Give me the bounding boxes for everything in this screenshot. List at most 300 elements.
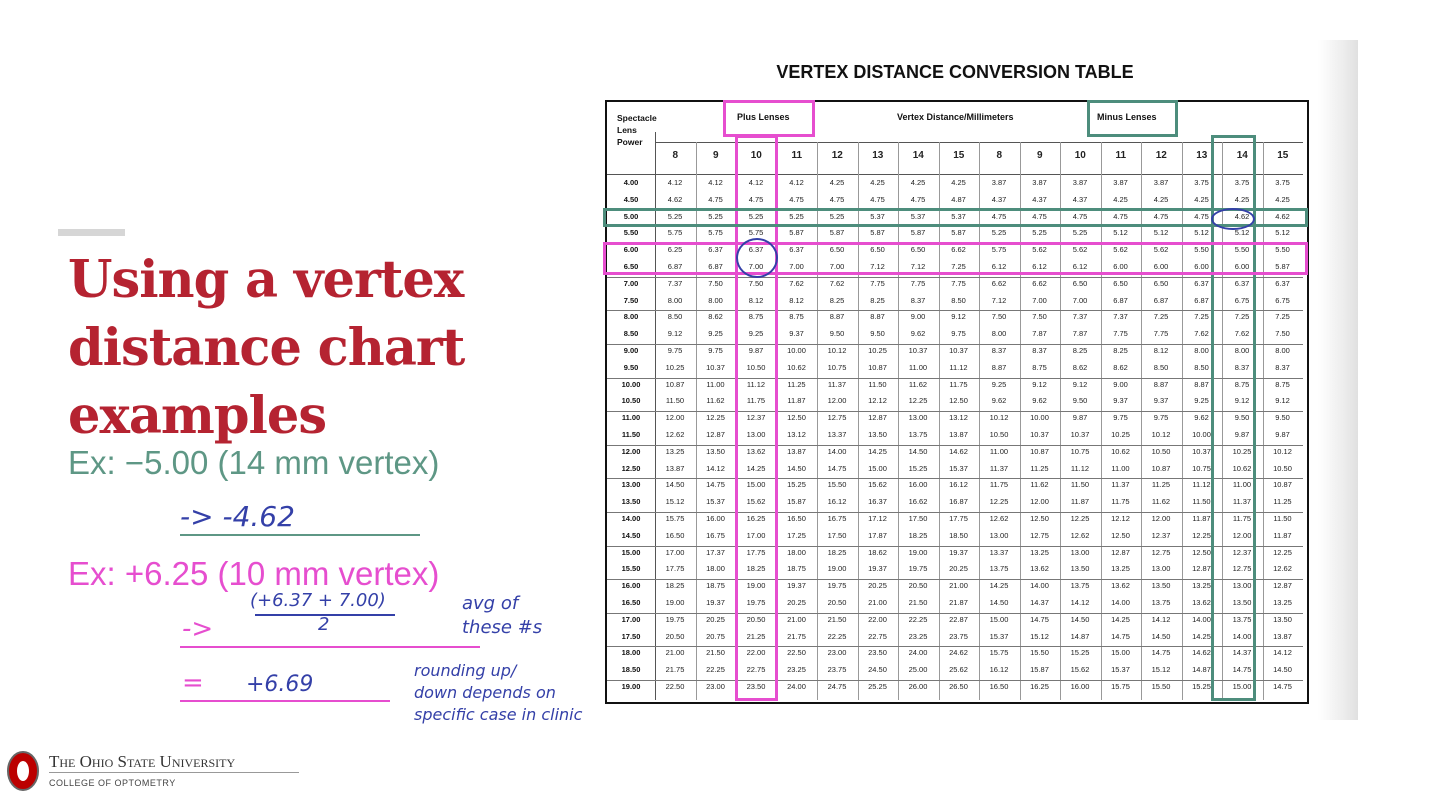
minus-value-cell: 14.87: [1070, 631, 1090, 641]
minus-value-cell: 11.25: [1151, 480, 1171, 490]
distance-header: 8: [996, 150, 1003, 161]
power-cell: 18.50: [621, 665, 641, 675]
plus-value-cell: 4.25: [910, 178, 926, 187]
minus-value-cell: 8.00: [1194, 346, 1209, 355]
minus-value-cell: 9.25: [991, 379, 1007, 389]
plus-value-cell: 19.75: [827, 581, 847, 591]
minus-value-cell: 7.62: [1194, 329, 1209, 339]
minus-value-cell: 16.00: [1070, 682, 1090, 691]
minus-value-cell: 7.25: [1275, 312, 1290, 322]
minus-value-cell: 6.00: [1113, 262, 1128, 271]
minus-value-cell: 8.25: [1072, 346, 1088, 355]
minus-value-cell: 6.62: [991, 278, 1007, 288]
power-cell: 12.00: [621, 446, 641, 456]
minus-value-cell: 4.75: [1072, 211, 1088, 221]
table-title: VERTEX DISTANCE CONVERSION TABLE: [776, 62, 1134, 82]
example-1-text: Ex: −5.00 (14 mm vertex): [68, 444, 440, 481]
minus-value-cell: 8.62: [1072, 362, 1088, 372]
minus-value-cell: 13.37: [989, 547, 1009, 557]
minus-value-cell: 7.37: [1072, 312, 1088, 322]
plus-value-cell: 5.25: [708, 211, 723, 221]
row-group-divider: [607, 478, 1303, 479]
minus-value-cell: 7.75: [1113, 329, 1128, 339]
plus-value-cell: 4.75: [708, 194, 723, 204]
block-o-icon: [5, 748, 41, 794]
plus-value-cell: 10.50: [746, 362, 766, 372]
minus-value-cell: 6.12: [1032, 262, 1047, 271]
minus-value-cell: 7.50: [1032, 312, 1047, 322]
minus-value-cell: 11.37: [1232, 497, 1252, 507]
plus-value-cell: 17.75: [665, 564, 685, 574]
minus-value-cell: 11.87: [1070, 497, 1090, 507]
plus-value-cell: 15.75: [665, 514, 685, 523]
plus-value-cell: 17.12: [868, 514, 887, 523]
minus-value-cell: 15.75: [989, 648, 1009, 658]
distance-header: 11: [791, 150, 803, 161]
minus-value-cell: 5.50: [1275, 245, 1290, 255]
minus-value-cell: 15.50: [1151, 682, 1171, 691]
minus-value-cell: 5.25: [1072, 228, 1088, 238]
plus-value-cell: 12.37: [746, 413, 766, 423]
plus-value-cell: 23.75: [949, 631, 968, 641]
power-cell: 15.50: [621, 564, 641, 574]
plus-value-cell: 16.75: [827, 514, 847, 523]
vertex-table: [605, 100, 1309, 704]
minus-value-cell: 6.62: [1032, 278, 1047, 288]
row-group-divider: [607, 411, 1303, 412]
example-2-fraction-top: (+6.37 + 7.00): [250, 590, 386, 611]
plus-value-cell: 14.25: [746, 463, 766, 473]
plus-value-cell: 6.50: [829, 245, 845, 255]
plus-value-cell: 20.25: [868, 581, 887, 591]
corner-label: [617, 112, 657, 148]
minus-value-cell: 13.75: [1232, 614, 1252, 624]
plus-value-cell: 12.00: [827, 396, 847, 406]
example-2-result: +6.69: [246, 672, 314, 697]
plus-value-cell: 16.50: [665, 530, 685, 540]
row-group-divider: [607, 310, 1303, 311]
minus-value-cell: 5.62: [1072, 245, 1088, 255]
plus-value-cell: 22.50: [787, 648, 806, 658]
power-cell: 15.00: [621, 547, 641, 557]
minus-value-cell: 14.25: [989, 581, 1009, 591]
plus-value-cell: 16.62: [908, 497, 928, 507]
note-average-line-2: these #s: [462, 617, 543, 638]
row-5-00-highlight: [603, 208, 1308, 227]
plus-value-cell: 13.87: [787, 446, 806, 456]
plus-value-cell: 17.87: [868, 530, 887, 540]
minus-value-cell: 15.12: [1151, 665, 1171, 675]
plus-value-cell: 13.62: [746, 446, 766, 456]
plus-value-cell: 17.50: [827, 530, 847, 540]
plus-value-cell: 5.75: [708, 228, 723, 238]
minus-value-cell: 14.50: [1273, 665, 1292, 675]
plus-value-cell: 15.37: [706, 497, 725, 507]
plus-value-cell: 23.75: [827, 665, 847, 675]
minus-value-cell: 4.75: [991, 211, 1007, 221]
plus-value-cell: 20.75: [706, 631, 725, 641]
power-cell: 5.50: [623, 228, 639, 238]
minus-value-cell: 6.37: [1194, 278, 1209, 288]
plus-value-cell: 9.87: [748, 346, 764, 355]
minus-value-cell: 10.25: [1111, 430, 1130, 439]
minus-value-cell: 7.25: [1194, 312, 1209, 322]
plus-value-cell: 8.50: [667, 312, 683, 322]
minus-value-cell: 5.75: [991, 245, 1007, 255]
minus-lenses-highlight: [1087, 100, 1178, 137]
minus-value-cell: 6.37: [1275, 278, 1290, 288]
minus-value-cell: 12.87: [1273, 581, 1292, 591]
minus-value-cell: 13.50: [1151, 581, 1171, 591]
minus-value-cell: 16.12: [989, 665, 1009, 675]
plus-value-cell: 23.50: [868, 648, 887, 658]
minus-value-cell: 14.25: [1111, 614, 1130, 624]
minus-value-cell: 14.87: [1192, 665, 1211, 675]
minus-value-cell: 8.25: [1113, 346, 1128, 355]
plus-value-cell: 6.37: [708, 245, 723, 255]
minus-value-cell: 10.00: [1030, 413, 1049, 423]
minus-value-cell: 14.75: [1151, 648, 1171, 658]
minus-value-cell: 8.00: [991, 329, 1007, 339]
plus-value-cell: 19.37: [706, 598, 725, 607]
plus-value-cell: 8.62: [708, 312, 723, 322]
plus-value-cell: 20.50: [908, 581, 928, 591]
plus-value-cell: 4.25: [951, 178, 966, 187]
minus-value-cell: 7.00: [1072, 295, 1088, 305]
plus-value-cell: 5.25: [748, 211, 764, 221]
plus-value-cell: 11.62: [706, 396, 725, 406]
logo-divider: [49, 772, 299, 773]
minus-value-cell: 5.25: [1032, 228, 1047, 238]
minus-value-cell: 15.00: [1232, 682, 1252, 691]
distance-header: 15: [953, 150, 965, 161]
header-bottom-divider: [607, 174, 1303, 175]
plus-value-cell: 12.50: [949, 396, 968, 406]
plus-value-cell: 22.75: [868, 631, 887, 641]
minus-value-cell: 12.50: [1192, 547, 1211, 557]
plus-value-cell: 23.25: [908, 631, 928, 641]
minus-value-cell: 7.50: [1275, 329, 1290, 339]
minus-value-cell: 13.87: [1273, 631, 1292, 641]
minus-value-cell: 3.87: [1032, 178, 1047, 187]
minus-value-cell: 9.62: [991, 396, 1007, 406]
plus-value-cell: 16.12: [949, 480, 968, 490]
distance-header: 13: [1196, 150, 1208, 161]
minus-value-cell: 11.62: [1151, 497, 1171, 507]
minus-value-cell: 9.12: [1072, 379, 1088, 389]
minus-value-cell: 14.75: [1232, 665, 1252, 675]
minus-value-cell: 10.50: [989, 430, 1009, 439]
minus-value-cell: 10.37: [1030, 430, 1049, 439]
plus-value-cell: 15.37: [949, 463, 968, 473]
plus-value-cell: 7.37: [667, 278, 683, 288]
plus-lenses-label: Plus Lenses: [737, 112, 790, 122]
power-cell: 11.00: [621, 413, 641, 423]
plus-value-cell: 15.62: [746, 497, 766, 507]
plus-value-cell: 18.00: [706, 564, 725, 574]
minus-value-cell: 11.87: [1273, 530, 1292, 540]
minus-value-cell: 4.25: [1153, 194, 1169, 204]
plus-value-cell: 18.50: [949, 530, 968, 540]
minus-value-cell: 12.25: [1070, 514, 1090, 523]
minus-value-cell: 13.25: [1030, 547, 1049, 557]
minus-value-cell: 13.62: [1030, 564, 1049, 574]
minus-value-cell: 8.87: [1153, 379, 1169, 389]
plus-value-cell: 16.00: [908, 480, 928, 490]
minus-value-cell: 4.25: [1234, 194, 1250, 204]
plus-value-cell: 5.25: [789, 211, 804, 221]
plus-value-cell: 6.62: [951, 245, 966, 255]
minus-value-cell: 4.37: [991, 194, 1007, 204]
plus-value-cell: 9.12: [667, 329, 683, 339]
minus-value-cell: 10.50: [1151, 446, 1171, 456]
power-cell: 17.50: [621, 631, 641, 641]
plus-value-cell: 4.25: [829, 178, 845, 187]
plus-value-cell: 22.87: [949, 614, 968, 624]
minus-value-cell: 10.50: [1273, 463, 1292, 473]
minus-value-cell: 6.00: [1194, 262, 1209, 271]
plus-value-cell: 18.75: [706, 581, 725, 591]
plus-value-cell: 12.75: [827, 413, 847, 423]
plus-value-cell: 11.12: [949, 362, 968, 372]
minus-value-cell: 11.75: [1232, 514, 1252, 523]
plus-value-cell: 10.25: [665, 362, 685, 372]
plus-value-cell: 6.50: [870, 245, 885, 255]
plus-value-cell: 18.75: [787, 564, 806, 574]
minus-value-cell: 15.37: [989, 631, 1009, 641]
plus-value-cell: 7.50: [708, 278, 723, 288]
plus-value-cell: 10.25: [868, 346, 887, 355]
minus-value-cell: 9.87: [1072, 413, 1088, 423]
plus-value-cell: 14.12: [706, 463, 725, 473]
plus-value-cell: 22.25: [908, 614, 928, 624]
power-cell: 7.00: [623, 278, 639, 288]
plus-value-cell: 7.50: [748, 278, 764, 288]
minus-value-cell: 5.25: [991, 228, 1007, 238]
example-1-underline: [180, 534, 420, 536]
plus-value-cell: 22.00: [746, 648, 766, 658]
minus-value-cell: 4.75: [1032, 211, 1047, 221]
plus-value-cell: 26.00: [908, 682, 928, 691]
plus-value-cell: 15.87: [787, 497, 806, 507]
minus-value-cell: 6.37: [1234, 278, 1250, 288]
minus-value-cell: 12.50: [1111, 530, 1130, 540]
minus-value-cell: 11.50: [1273, 514, 1292, 523]
minus-value-cell: 4.25: [1113, 194, 1128, 204]
plus-value-cell: 13.00: [746, 430, 766, 439]
plus-value-cell: 10.75: [827, 362, 847, 372]
minus-value-cell: 6.87: [1194, 295, 1209, 305]
minus-value-cell: 6.50: [1113, 278, 1128, 288]
plus-value-cell: 11.75: [746, 396, 766, 406]
minus-value-cell: 14.00: [1192, 614, 1211, 624]
minus-value-cell: 15.87: [1030, 665, 1049, 675]
minus-value-cell: 4.75: [1153, 211, 1169, 221]
minus-value-cell: 8.75: [1032, 362, 1047, 372]
power-cell: 10.00: [621, 379, 641, 389]
minus-value-cell: 15.00: [1111, 648, 1130, 658]
minus-value-cell: 9.12: [1032, 379, 1047, 389]
plus-value-cell: 22.00: [868, 614, 887, 624]
plus-value-cell: 13.00: [908, 413, 928, 423]
plus-value-cell: 18.25: [908, 530, 928, 540]
minus-value-cell: 3.87: [1153, 178, 1169, 187]
slide-title-line-1: Using a vertex: [68, 250, 464, 310]
minus-value-cell: 4.75: [1113, 211, 1128, 221]
minus-value-cell: 11.00: [1232, 480, 1252, 490]
note-rounding-line-1: rounding up/: [414, 661, 517, 680]
minus-value-cell: 4.37: [1072, 194, 1088, 204]
row-group-divider: [607, 512, 1303, 513]
plus-value-cell: 20.25: [706, 614, 725, 624]
plus-value-cell: 11.50: [868, 379, 887, 389]
plus-value-cell: 10.37: [949, 346, 968, 355]
row-group-divider: [607, 613, 1303, 614]
plus-value-cell: 15.12: [665, 497, 685, 507]
plus-value-cell: 13.12: [787, 430, 806, 439]
plus-value-cell: 14.75: [706, 480, 725, 490]
power-cell: 16.00: [621, 581, 641, 591]
minus-value-cell: 15.25: [1192, 682, 1211, 691]
plus-value-cell: 5.75: [667, 228, 683, 238]
plus-value-cell: 13.25: [665, 446, 685, 456]
plus-value-cell: 10.87: [868, 362, 887, 372]
plus-value-cell: 8.87: [870, 312, 885, 322]
minus-value-cell: 12.75: [1030, 530, 1049, 540]
power-cell: 17.00: [621, 614, 641, 624]
plus-value-cell: 4.75: [870, 194, 885, 204]
values-6-37-7-00-circle: [736, 238, 778, 278]
power-cell: 9.50: [623, 362, 639, 372]
plus-value-cell: 9.37: [789, 329, 804, 339]
minus-value-cell: 13.25: [1273, 598, 1292, 607]
minus-value-cell: 11.75: [1111, 497, 1130, 507]
minus-value-cell: 14.12: [1151, 614, 1171, 624]
distance-header: 13: [872, 150, 884, 161]
minus-value-cell: 8.75: [1275, 379, 1290, 389]
minus-value-cell: 8.12: [1153, 346, 1169, 355]
plus-value-cell: 15.00: [746, 480, 766, 490]
power-cell: 8.50: [623, 329, 639, 339]
minus-value-cell: 13.62: [1192, 598, 1211, 607]
college-name: COLLEGE OF OPTOMETRY: [49, 778, 176, 788]
minus-value-cell: 9.00: [1113, 379, 1128, 389]
plus-value-cell: 5.87: [829, 228, 845, 238]
plus-value-cell: 19.00: [908, 547, 928, 557]
minus-value-cell: 5.12: [1153, 228, 1169, 238]
power-cell: 10.50: [621, 396, 641, 406]
plus-value-cell: 19.37: [787, 581, 806, 591]
plus-value-cell: 4.62: [667, 194, 683, 204]
minus-value-cell: 8.75: [1234, 379, 1250, 389]
power-cell: 13.50: [621, 497, 641, 507]
plus-value-cell: 7.00: [829, 262, 845, 271]
minus-value-cell: 12.25: [1192, 530, 1211, 540]
plus-value-cell: 4.75: [910, 194, 926, 204]
plus-value-cell: 10.00: [787, 346, 806, 355]
plus-value-cell: 4.12: [708, 178, 723, 187]
minus-value-cell: 8.37: [1275, 362, 1290, 372]
plus-value-cell: 5.87: [951, 228, 966, 238]
minus-value-cell: 4.62: [1234, 211, 1250, 221]
plus-value-cell: 15.62: [868, 480, 887, 490]
plus-value-cell: 13.50: [868, 430, 887, 439]
minus-value-cell: 15.62: [1070, 665, 1090, 675]
minus-value-cell: 11.37: [989, 463, 1009, 473]
minus-value-cell: 14.37: [1232, 648, 1252, 658]
minus-value-cell: 14.25: [1192, 631, 1211, 641]
minus-value-cell: 10.37: [1192, 446, 1211, 456]
distance-header: 14: [1236, 150, 1248, 161]
distance-header: 15: [1277, 150, 1289, 161]
minus-value-cell: 8.00: [1234, 346, 1250, 355]
minus-value-cell: 13.75: [1070, 581, 1090, 591]
minus-value-cell: 8.37: [1234, 362, 1250, 372]
plus-value-cell: 17.00: [665, 547, 685, 557]
power-cell: 4.50: [623, 194, 639, 204]
plus-value-cell: 12.87: [868, 413, 887, 423]
minus-value-cell: 7.12: [991, 295, 1007, 305]
plus-value-cell: 5.37: [870, 211, 885, 221]
plus-value-cell: 11.25: [787, 379, 806, 389]
plus-value-cell: 7.12: [910, 262, 926, 271]
plus-value-cell: 21.50: [706, 648, 725, 658]
minus-value-cell: 7.37: [1113, 312, 1128, 322]
plus-value-cell: 6.50: [910, 245, 926, 255]
plus-value-cell: 26.50: [949, 682, 968, 691]
plus-value-cell: 11.62: [908, 379, 928, 389]
minus-value-cell: 13.75: [1151, 598, 1171, 607]
plus-value-cell: 4.75: [748, 194, 764, 204]
plus-value-cell: 12.50: [787, 413, 806, 423]
minus-value-cell: 14.00: [1111, 598, 1130, 607]
plus-value-cell: 21.75: [787, 631, 806, 641]
plus-value-cell: 24.00: [908, 648, 928, 658]
plus-value-cell: 23.00: [706, 682, 725, 691]
plus-value-cell: 21.00: [868, 598, 887, 607]
note-rounding-line-2: down depends on: [414, 683, 556, 702]
plus-value-cell: 7.62: [829, 278, 845, 288]
plus-value-cell: 21.00: [665, 648, 685, 658]
osu-logo-block: [5, 748, 305, 798]
minus-value-cell: 4.37: [1032, 194, 1047, 204]
vertex-distance-label: Vertex Distance/Millimeters: [897, 112, 1014, 122]
plus-value-cell: 9.50: [829, 329, 845, 339]
minus-value-cell: 9.50: [1072, 396, 1088, 406]
plus-value-cell: 8.00: [708, 295, 723, 305]
plus-value-cell: 14.50: [787, 463, 806, 473]
minus-value-cell: 14.00: [1232, 631, 1252, 641]
note-rounding-line-3: specific case in clinic: [414, 705, 583, 724]
row-group-divider: [607, 646, 1303, 647]
minus-value-cell: 8.87: [1194, 379, 1209, 389]
plus-value-cell: 12.62: [665, 430, 685, 439]
minus-value-cell: 9.62: [1194, 413, 1209, 423]
plus-value-cell: 6.87: [708, 262, 723, 271]
minus-value-cell: 9.87: [1234, 430, 1250, 439]
minus-value-cell: 10.62: [1232, 463, 1252, 473]
plus-value-cell: 19.00: [746, 581, 766, 591]
plus-value-cell: 11.00: [706, 379, 725, 389]
note-average: [462, 592, 542, 640]
minus-value-cell: 4.25: [1275, 194, 1290, 204]
note-average-line-1: avg of: [462, 593, 519, 614]
minus-value-cell: 6.87: [1153, 295, 1169, 305]
plus-value-cell: 4.25: [870, 178, 885, 187]
example-2-arrow: ->: [182, 614, 214, 644]
distance-header: 12: [831, 150, 843, 161]
minus-value-cell: 11.12: [1192, 480, 1211, 490]
